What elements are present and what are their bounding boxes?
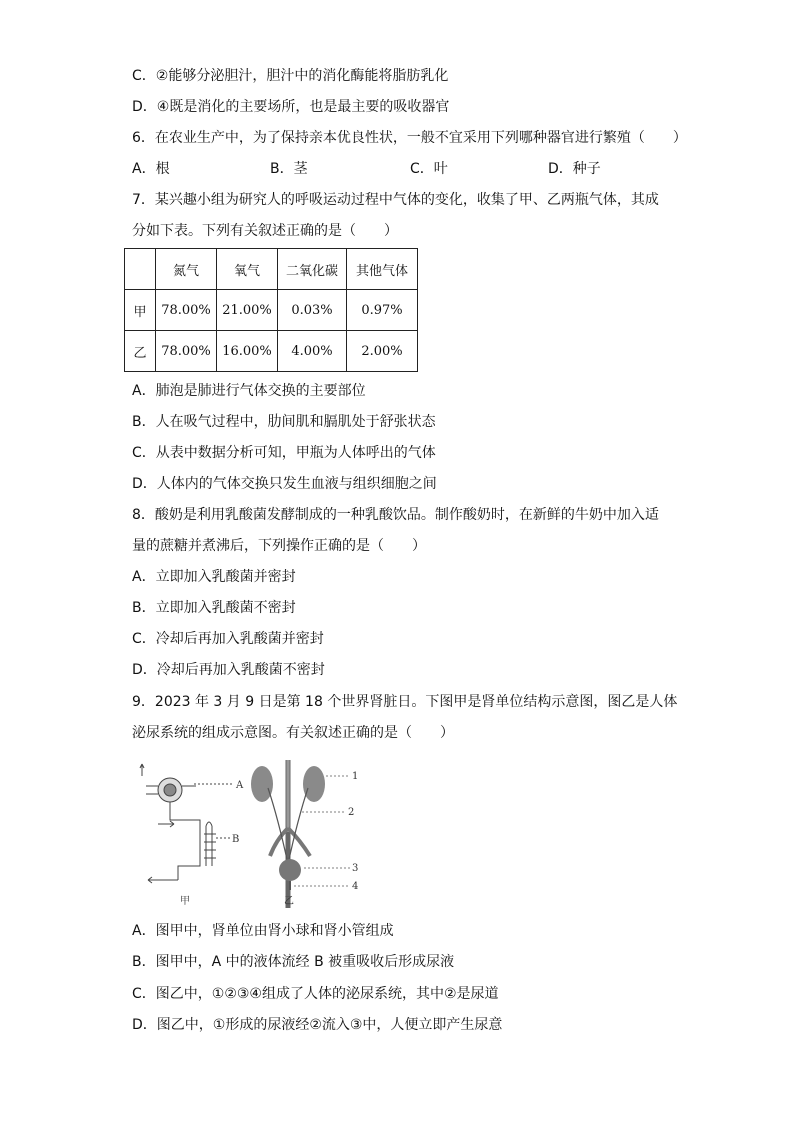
table-cell: 4.00% xyxy=(278,331,347,372)
urinary-system-diagram xyxy=(251,760,350,908)
table-cell: 21.00% xyxy=(217,290,278,331)
question-8-stem-line1: 8．酸奶是利用乳酸菌发酵制成的一种乳酸饮品。制作酸奶时，在新鲜的牛奶中加入适 xyxy=(132,507,659,523)
question-9-stem-line1: 9．2023 年 3 月 9 日是第 18 个世界肾脏日。下图甲是肾单位结构示意图，图乙是人体 xyxy=(132,694,678,710)
table-header-cell: 二氧化碳 xyxy=(278,249,347,290)
table-header-cell: 氧气 xyxy=(217,249,278,290)
question-6-stem: 6．在农业生产中，为了保持亲本优良性状，一般不宜采用下列哪种器官进行繁殖（ ） xyxy=(132,130,687,146)
q9-option-b: B．图甲中，A 中的液体流经 B 被重吸收后形成尿液 xyxy=(132,954,455,970)
figure-label-1: 1 xyxy=(352,771,359,782)
kidney-diagram-figure xyxy=(138,758,368,908)
table-row xyxy=(125,290,418,331)
table-row xyxy=(125,331,418,372)
q7-option-a: A．肺泡是肺进行气体交换的主要部位 xyxy=(132,383,366,399)
q8-option-a: A．立即加入乳酸菌并密封 xyxy=(132,569,296,585)
q5-option-c: C．②能够分泌胆汁，胆汁中的消化酶能将脂肪乳化 xyxy=(132,68,449,84)
q6-option-c: C．叶 xyxy=(410,161,448,177)
q7-option-c: C．从表中数据分析可知，甲瓶为人体呼出的气体 xyxy=(132,445,436,461)
table-header-cell: 其他气体 xyxy=(347,249,418,290)
table-row-label: 甲 xyxy=(125,290,156,331)
table-cell: 16.00% xyxy=(217,331,278,372)
table-cell: 0.97% xyxy=(347,290,418,331)
figure-label-b: B xyxy=(232,834,240,845)
figure-label-jia: 甲 xyxy=(180,896,190,907)
q5-option-d: D．④既是消化的主要场所，也是最主要的吸收器官 xyxy=(132,99,450,115)
question-9-stem-line2: 泌尿系统的组成示意图。有关叙述正确的是（ ） xyxy=(132,725,454,741)
q8-option-c: C．冷却后再加入乳酸菌并密封 xyxy=(132,631,324,647)
table-cell: 78.00% xyxy=(156,290,217,331)
q6-option-a: A．根 xyxy=(132,161,170,177)
q7-option-d: D．人体内的气体交换只发生血液与组织细胞之间 xyxy=(132,476,437,492)
table-header-row xyxy=(125,249,418,290)
q7-option-b: B．人在吸气过程中，肋间肌和膈肌处于舒张状态 xyxy=(132,414,436,430)
figure-label-yi: 乙 xyxy=(284,896,294,907)
question-7-stem-line1: 7．某兴趣小组为研究人的呼吸运动过程中气体的变化，收集了甲、乙两瓶气体，其成 xyxy=(132,192,659,208)
q9-option-c: C．图乙中，①②③④组成了人体的泌尿系统，其中②是尿道 xyxy=(132,986,499,1002)
table-row-label: 乙 xyxy=(125,331,156,372)
nephron-diagram xyxy=(140,764,234,883)
gas-composition-table xyxy=(124,248,418,372)
q8-option-b: B．立即加入乳酸菌不密封 xyxy=(132,600,296,616)
q9-option-a: A．图甲中，肾单位由肾小球和肾小管组成 xyxy=(132,923,394,939)
figure-label-2: 2 xyxy=(348,807,355,818)
figure-label-a: A xyxy=(236,780,244,791)
q9-option-d: D．图乙中，①形成的尿液经②流入③中，人便立即产生尿意 xyxy=(132,1017,503,1033)
table-header-cell xyxy=(125,249,156,290)
table-header-cell: 氮气 xyxy=(156,249,217,290)
figure-label-4: 4 xyxy=(352,881,359,892)
figure-label-3: 3 xyxy=(352,863,359,874)
table-cell: 2.00% xyxy=(347,331,418,372)
q6-option-d: D．种子 xyxy=(548,161,601,177)
question-8-stem-line2: 量的蔗糖并煮沸后，下列操作正确的是（ ） xyxy=(132,538,426,554)
table-cell: 0.03% xyxy=(278,290,347,331)
q8-option-d: D．冷却后再加入乳酸菌不密封 xyxy=(132,662,325,678)
q6-option-b: B．茎 xyxy=(270,161,308,177)
question-7-stem-line2: 分如下表。下列有关叙述正确的是（ ） xyxy=(132,223,398,239)
table-cell: 78.00% xyxy=(156,331,217,372)
